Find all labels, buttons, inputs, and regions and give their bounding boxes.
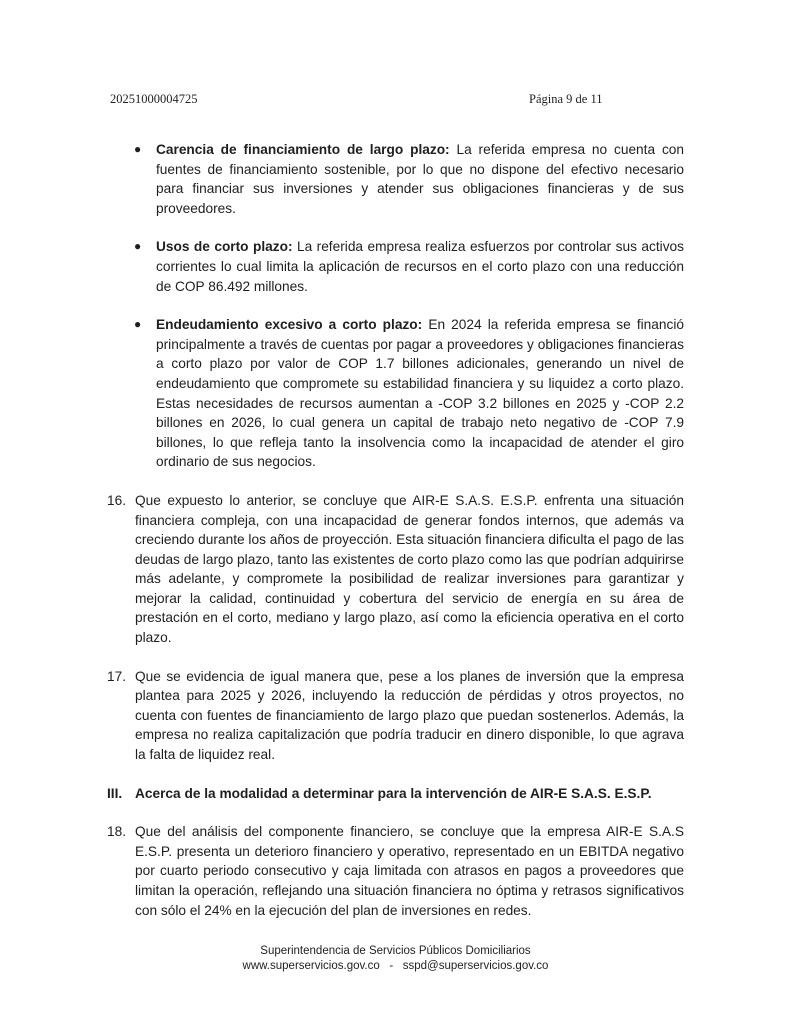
numbered-paragraph xyxy=(107,667,684,765)
bullet-title: Usos de corto plazo: xyxy=(156,239,293,255)
page-footer xyxy=(0,944,791,974)
bullet-item xyxy=(110,315,684,472)
footer-organization: Superintendencia de Servicios Públicos Domiciliarios xyxy=(260,945,531,957)
bullet-icon: ● xyxy=(134,239,142,254)
bullet-item xyxy=(110,237,684,296)
bullet-icon: ● xyxy=(134,142,142,156)
numbered-paragraph xyxy=(107,491,684,648)
bullet-icon: ● xyxy=(134,317,142,332)
page-number: Página 9 de 11 xyxy=(529,92,603,106)
footer-email[interactable]: sspd@superservicios.gov.co xyxy=(402,960,549,972)
bullet-title: Carencia de financiamiento de largo plazo: xyxy=(156,142,450,157)
document-body xyxy=(107,140,685,939)
paragraph-text: Que del análisis del componente financiero, se concluye que la empresa AIR-E S.A.S E.S.P. presenta un deterioro financiero y operativo, representado en un EBITDA negativo por cuarto periodo consecutivo y caja limitada con atrasos en pagos a proveedores que limitan la operación, reflejando una situación financiera no óptima y retrasos significativos con sólo el 24% en la ejecución del plan de inversiones en redes. xyxy=(135,824,684,918)
document-number: 20251000004725 xyxy=(110,92,198,106)
footer-separator: - xyxy=(389,960,394,972)
bullet-text: En 2024 la referida empresa se financió principalmente a través de cuentas por pagar a proveedores y obligaciones financieras a corto plazo por valor de COP 1.7 billones adicionales, generando un nivel de endeudamiento que compromete su estabilidad financiera y su liquidez a corto plazo. Estas necesidades de recursos aumentan a -COP 3.2 billones en 2025 y -COP 2.2 billones en 2026, lo cual genera un capital de trabajo neto negativo de -COP 7.9 billones, lo que refleja tanto la insolvencia como la incapacidad de atender el giro ordinario de sus negocios. xyxy=(156,317,684,470)
paragraph-text: Que expuesto lo anterior, se concluye que AIR-E S.A.S. E.S.P. enfrenta una situación financiera compleja, con una incapacidad de generar fondos internos, que además va creciendo durante los años de proyección. Esta situación financiera dificulta el pago de las deudas de largo plazo, tanto las existentes de corto plazo como las que podrían adquirirse más adelante, y compromete la posibilidad de realizar inversiones para garantizar y mejorar la calidad, continuidad y cobertura del servicio de energía en su área de prestación en el corto, mediano y largo plazo, así como la eficiencia operativa en el corto plazo. xyxy=(135,492,684,646)
section-title: Acerca de la modalidad a determinar para la intervención de AIR-E S.A.S. E.S.P. xyxy=(135,785,652,801)
paragraph-number: 17. xyxy=(107,668,127,684)
bullet-item xyxy=(110,140,684,218)
bullet-title: Endeudamiento excesivo a corto plazo: xyxy=(156,317,423,333)
bullet-text: La referida empresa realiza esfuerzos por controlar sus activos corrientes lo cual limita la aplicación de recursos en el corto plazo con una reducción de COP 86.492 millones. xyxy=(156,239,684,294)
paragraph-number: 16. xyxy=(107,492,127,508)
paragraph-text: Que se evidencia de igual manera que, pese a los planes de inversión que la empresa plantea para 2025 y 2026, incluyendo la reducción de pérdidas y otros proyectos, no cuenta con fuentes de financiamiento de largo plazo que puedan sostenerlos. Además, la empresa no realiza capitalización que podría traducir en dinero disponible, lo que agrava la falta de liquidez real. xyxy=(135,668,684,763)
footer-website[interactable]: www.superservicios.gov.co xyxy=(242,960,380,972)
footer-contact xyxy=(0,959,791,974)
numbered-paragraph xyxy=(107,822,684,920)
paragraph-number: 18. xyxy=(107,824,127,840)
section-number: III. xyxy=(107,785,123,801)
section-heading xyxy=(107,784,684,804)
page-header xyxy=(110,92,681,108)
bullet-text: La referida empresa no cuenta con fuentes de financiamiento sostenible, por lo que no dispone del efectivo necesario para financiar sus inversiones y atender sus obligaciones financieras y de sus proveedores. xyxy=(156,142,685,216)
